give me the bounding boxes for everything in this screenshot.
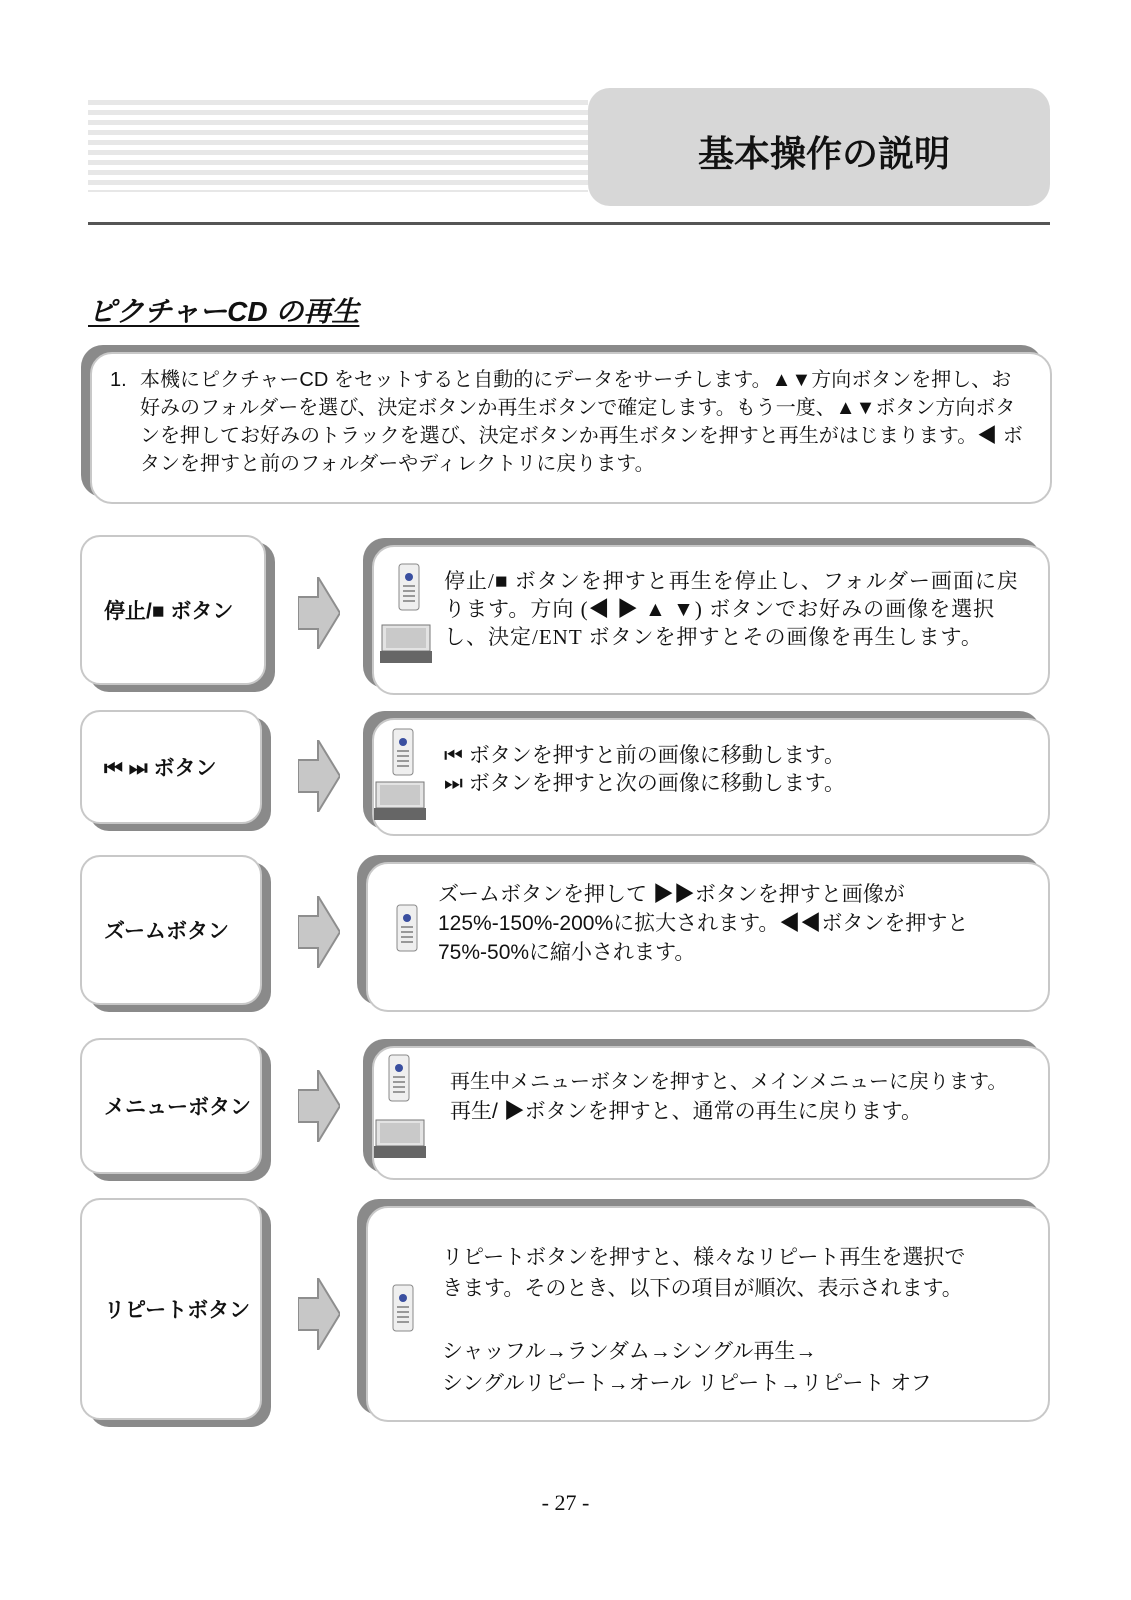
remote-control-icon (388, 1054, 410, 1102)
arrow-right-icon (298, 1070, 340, 1142)
stop-button-label-box (80, 535, 266, 685)
remote-control-icon (398, 563, 420, 611)
skip-button-label-box (80, 710, 262, 824)
zoom-button-label: ズームボタン (104, 920, 229, 943)
skip-description-box (372, 718, 1050, 836)
intro-box (90, 352, 1052, 504)
menu-return-text: 再生中メニューボタンを押すと、メインメニューに戻ります。 (450, 1071, 1008, 1093)
repeat-description-box (366, 1206, 1050, 1422)
arrow-right-icon (298, 896, 340, 968)
menu-play-text: 再生/ ▶ボタンを押すと、通常の再生に戻ります。 (450, 1100, 922, 1123)
skip-button-label: ⏮ ⏭ ボタン (104, 757, 217, 780)
repeat-sequence-line-1: シャッフル→ランダム→シングル再生→ (442, 1340, 817, 1363)
page-number: - 27 - (541, 1490, 590, 1515)
repeat-description-text: リピートボタンを押すと、様々なリピート再生を選択できます。そのとき、以下の項目が順次、表示されます。 (442, 1246, 966, 1300)
header-divider (88, 222, 1050, 225)
repeat-button-label: リピートボタン (104, 1299, 251, 1322)
dvd-player-icon (374, 1118, 426, 1160)
stop-description-text: 停止/■ ボタンを押すと再生を停止し、フォルダー画面に戻ります。方向 (◀ ▶ ▲ ▼) ボタンでお好みの画像を選択し、決定/ENT ボタンを押すとその画像を再生します。 (444, 569, 1019, 649)
stop-button-label: 停止/■ ボタン (104, 600, 234, 623)
prev-image-text: ⏮ ボタンを押すと前の画像に移動します。 (444, 744, 846, 767)
page-title: 基本操作の説明 (588, 88, 1050, 206)
menu-button-label-box (80, 1038, 262, 1174)
zoom-button-label-box (80, 855, 262, 1005)
arrow-right-icon (298, 577, 340, 649)
intro-text: 本機にピクチャーCD をセットすると自動的にデータをサーチします。▲▼方向ボタンを押し、お好みのフォルダーを選び、決定ボタンか再生ボタンで確定します。もう一度、▲▼ボタン方向ボタンを押してお好みのトラックを選び、決定ボタンか再生ボタンを押すと再生がはじまります。◀ ボタンを押すと前のフォルダーやディレクトリに戻ります。 (140, 369, 1023, 475)
section-title: ピクチャーCD の再生 (88, 296, 360, 327)
remote-control-icon (392, 1284, 414, 1332)
zoom-description-box (366, 862, 1050, 1012)
menu-description-box (372, 1046, 1050, 1180)
arrow-right-icon (298, 1278, 340, 1350)
dvd-player-icon (380, 623, 432, 665)
intro-number: 1. (110, 369, 127, 391)
repeat-sequence-line-2: シングルリピート→オール リピート→リピート オフ (442, 1372, 932, 1395)
arrow-right-icon (298, 740, 340, 812)
repeat-button-label-box (80, 1198, 262, 1420)
zoom-description-text: ズームボタンを押して ▶▶ボタンを押すと画像が 125%-150%-200%に拡大されます。◀◀ボタンを押すと 75%-50%に縮小されます。 (438, 883, 969, 964)
stop-description-box (372, 545, 1050, 695)
header-stripes (88, 100, 588, 192)
remote-control-icon (396, 904, 418, 952)
dvd-player-icon (374, 780, 426, 822)
menu-button-label: メニューボタン (104, 1096, 251, 1119)
remote-control-icon (392, 728, 414, 776)
next-image-text: ⏭ ボタンを押すと次の画像に移動します。 (444, 772, 846, 795)
